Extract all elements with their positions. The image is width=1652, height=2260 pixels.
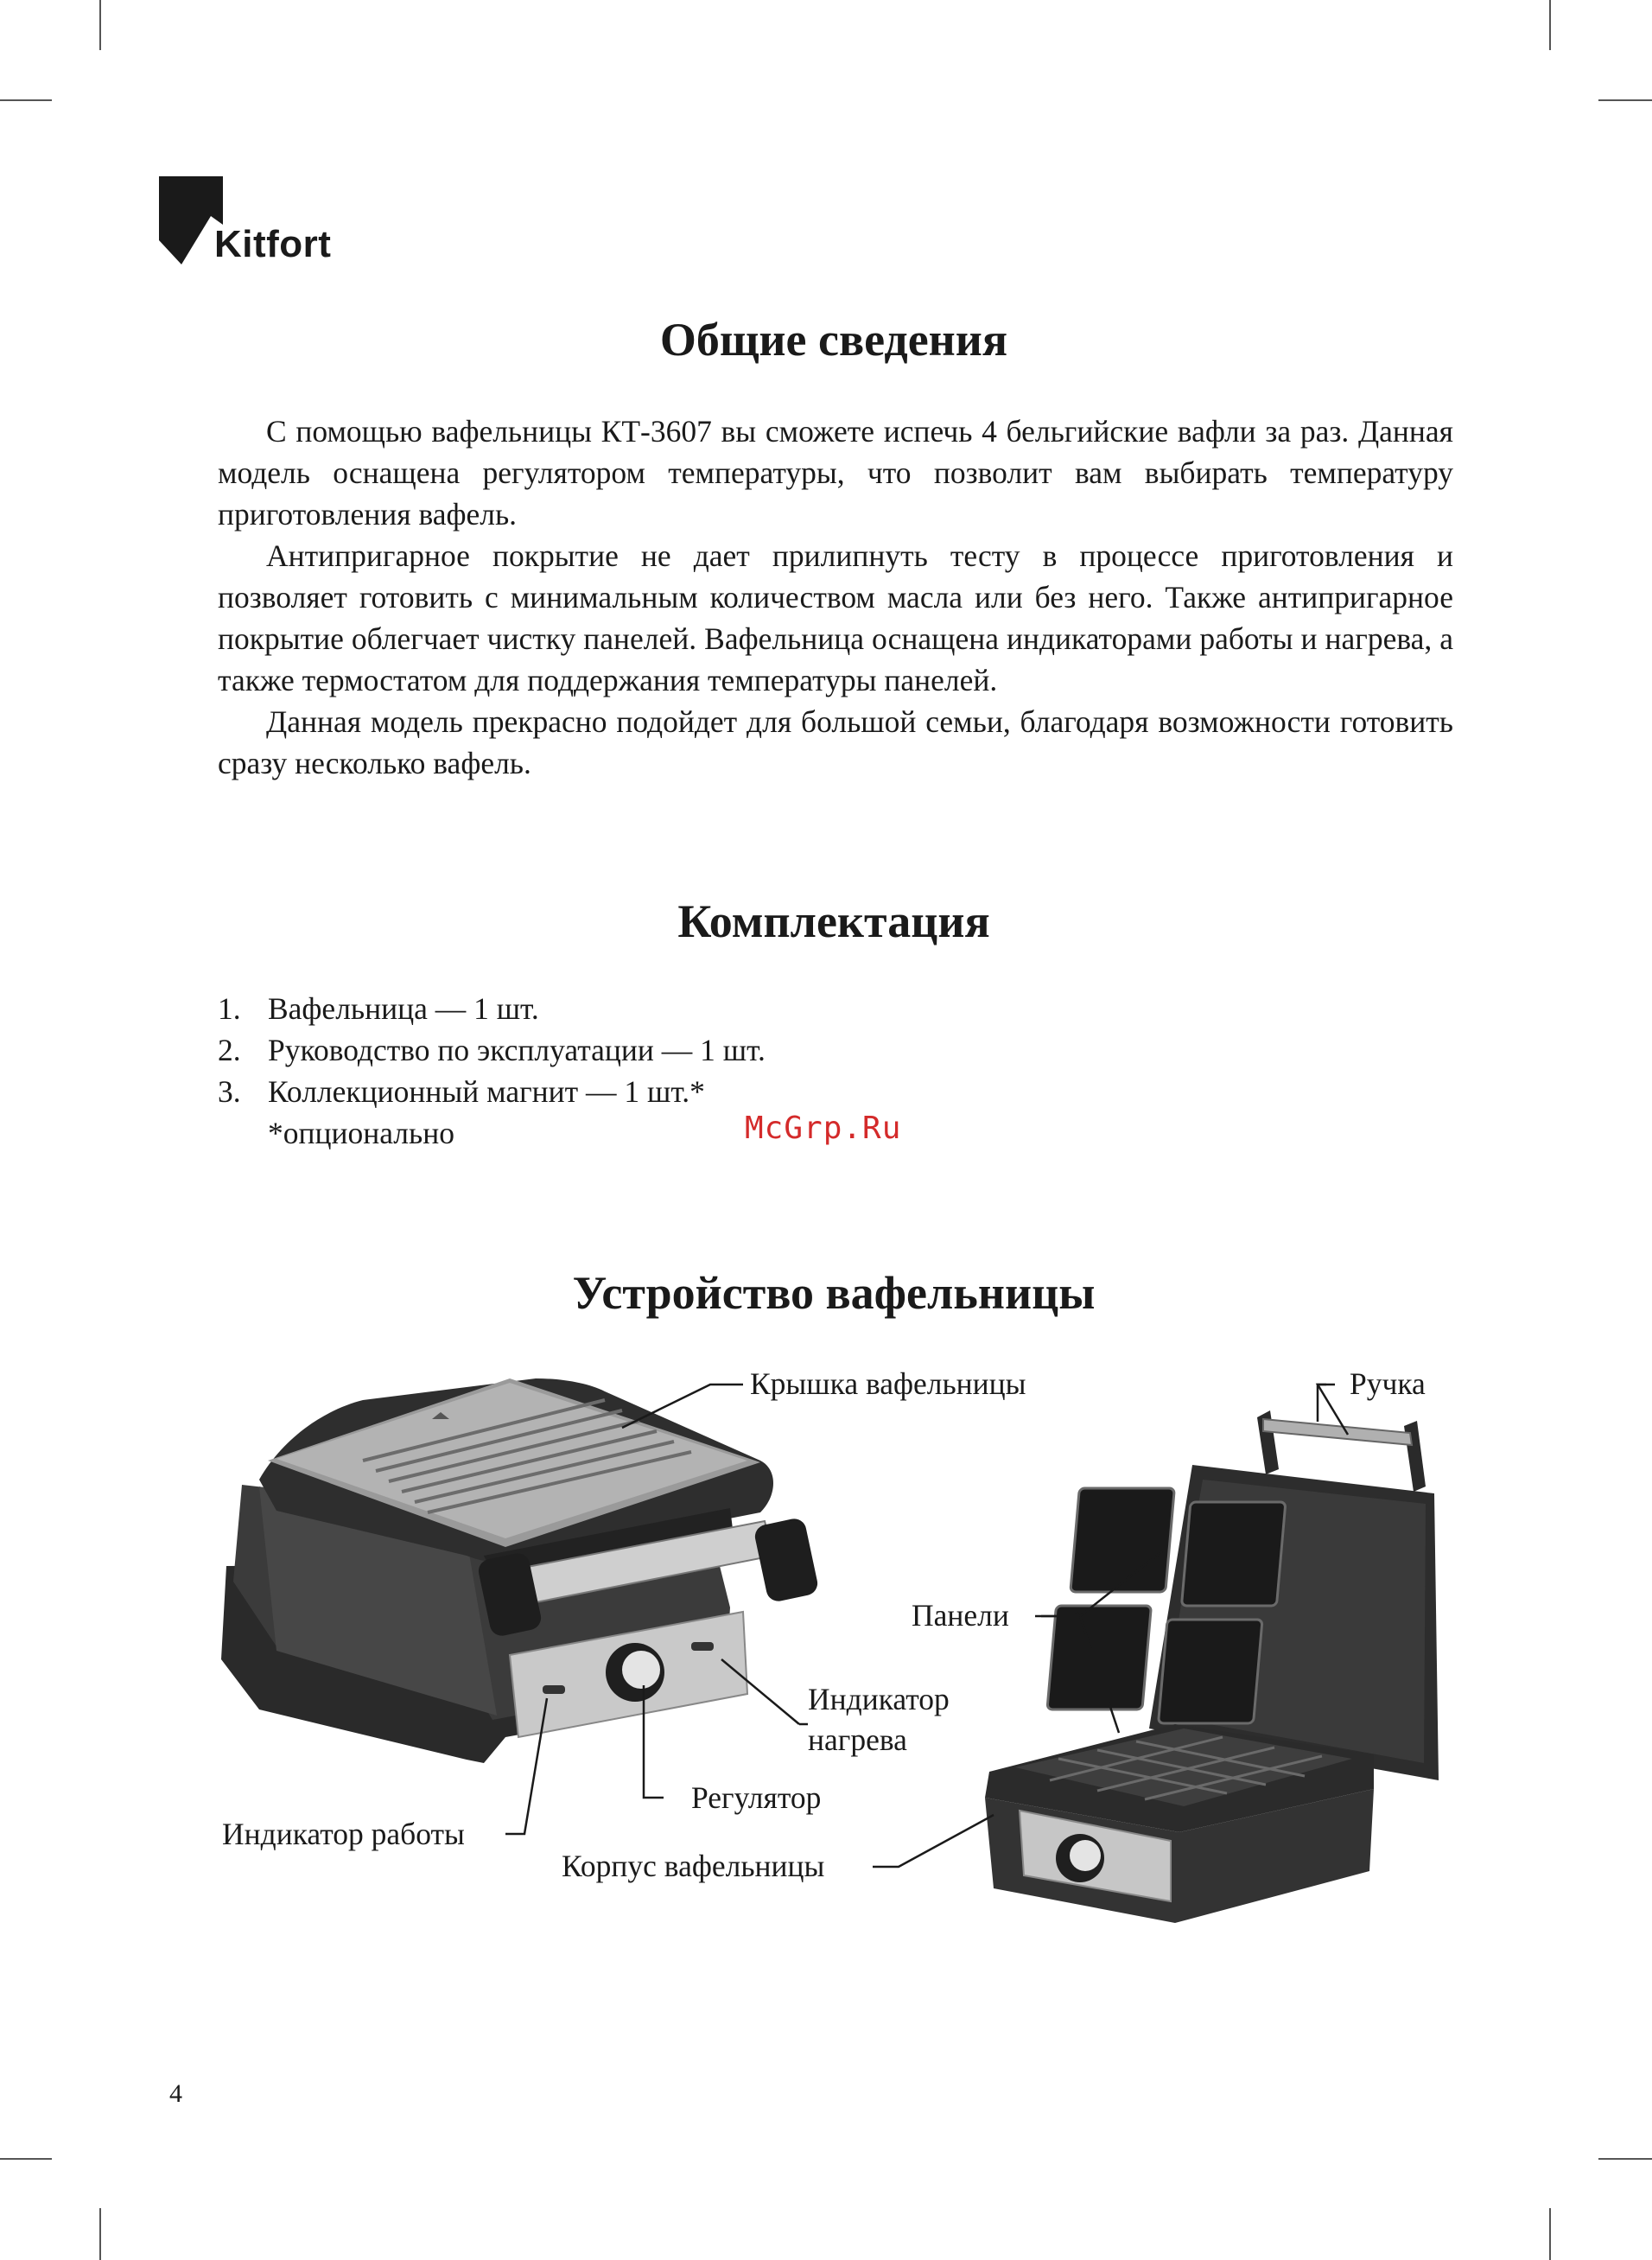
label-heat-indicator: Индикатор [808,1682,950,1716]
footnote: *опционально [268,1116,454,1150]
section-title-general: Общие сведения [659,314,1008,366]
brand-name: Kitfort [214,223,332,265]
list-item: 3. Коллекционный магнит — 1 шт.* [218,1074,705,1109]
paragraph: С помощью вафельницы КТ-3607 вы сможете испечь 4 бельгийские вафли за раз. Данная модель оснащена регулятором температуры, что позволит вам выбирать температуру приготовления вафель. [218,414,1453,532]
page-number: 4 [169,2079,182,2108]
paragraph: Антипригарное покрытие не дает прилипнуть тесту в процессе приготовления и позволяет готовить с минимальным количеством масла или без него. Также антипригарное покрытие облегчает чистку панелей. Вафельница оснащена индикаторами работы и нагрева, а также термостатом для поддержания температуры панелей. [218,538,1453,697]
label-body: Корпус вафельницы [562,1849,825,1883]
closed-waffle-maker-illustration [221,1378,820,1763]
list-item: 2. Руководство по эксплуатации — 1 шт. [218,1033,766,1067]
open-waffle-maker-illustration [985,1410,1439,1923]
label-heat-indicator: нагрева [808,1722,907,1757]
paragraph: Данная модель прекрасно подойдет для большой семьи, благодаря возможности готовить сразу несколько вафель. [218,704,1453,780]
label-handle: Ручка [1350,1366,1426,1401]
label-regulator: Регулятор [691,1780,822,1815]
section-title-package: Комплектация [677,895,990,947]
section-title-device: Устройство вафельницы [572,1267,1096,1319]
watermark: McGrp.Ru [745,1111,902,1146]
list-item: 1. Вафельница — 1 шт. [218,991,539,1026]
label-panels: Панели [912,1598,1009,1633]
label-power-indicator: Индикатор работы [222,1817,465,1851]
label-lid: Крышка вафельницы [750,1366,1026,1401]
